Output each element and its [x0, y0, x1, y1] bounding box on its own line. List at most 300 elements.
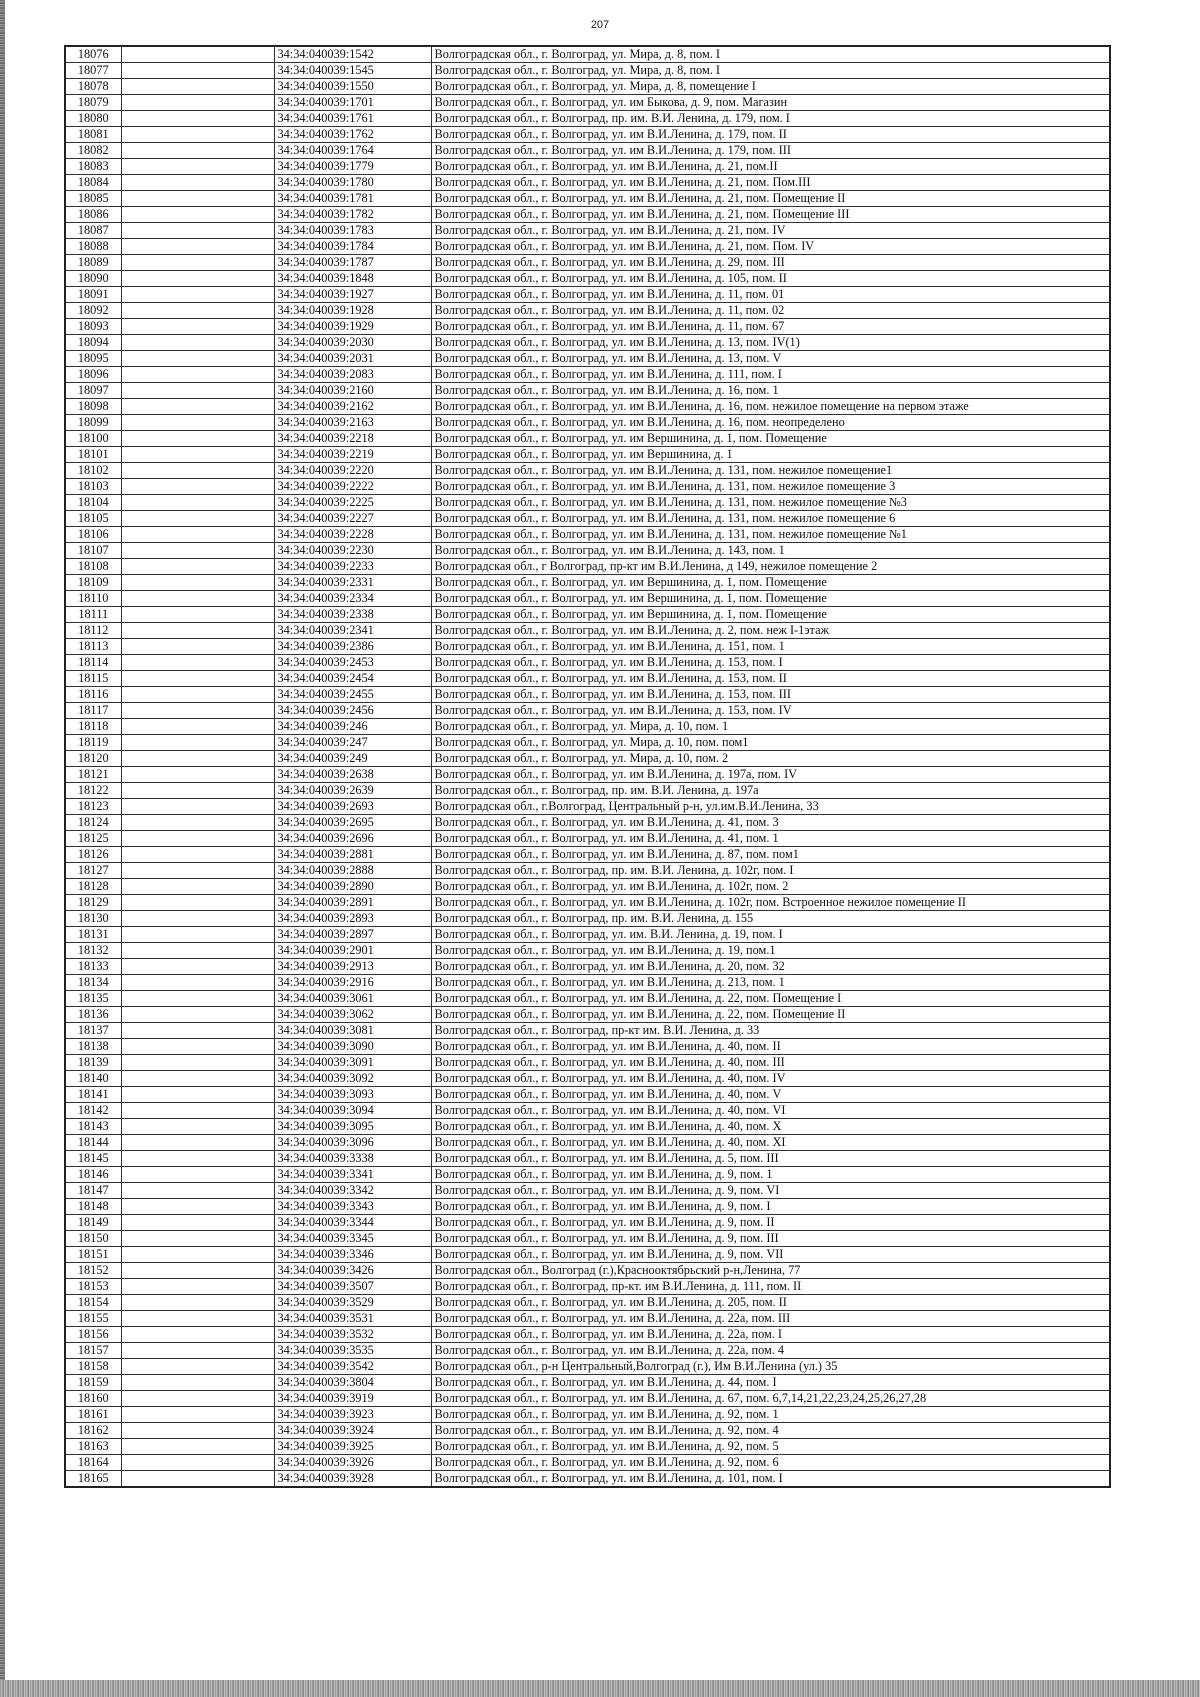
cadastral-number-cell: 34:34:040039:1779: [274, 159, 431, 175]
table-row: [65, 927, 1110, 943]
cadastral-number-cell: 34:34:040039:249: [274, 751, 431, 767]
empty-cell: [121, 527, 274, 543]
address-cell: Волгоградская обл., г. Волгоград, ул. им В.И.Ленина, д. 22а, пом. 4: [431, 1343, 1110, 1359]
empty-cell: [121, 783, 274, 799]
address-cell: Волгоградская обл., г. Волгоград, ул. им В.И.Ленина, д. 29, пом. III: [431, 255, 1110, 271]
table-row: [65, 607, 1110, 623]
address-cell: Волгоградская обл., г. Волгоград, ул. им Вершинина, д. 1, пом. Помещение: [431, 591, 1110, 607]
address-cell: Волгоградская обл., г. Волгоград, пр. им. В.И. Ленина, д. 179, пом. I: [431, 111, 1110, 127]
table-row: [65, 543, 1110, 559]
cadastral-number-cell: 34:34:040039:2331: [274, 575, 431, 591]
table-row: [65, 383, 1110, 399]
empty-cell: [121, 655, 274, 671]
table-row: [65, 975, 1110, 991]
empty-cell: [121, 1199, 274, 1215]
row-number-cell: 18135: [65, 991, 121, 1007]
registry-table: [64, 45, 1111, 1488]
table-row: [65, 895, 1110, 911]
empty-cell: [121, 735, 274, 751]
row-number-cell: 18130: [65, 911, 121, 927]
row-number-cell: 18163: [65, 1439, 121, 1455]
cadastral-number-cell: 34:34:040039:2693: [274, 799, 431, 815]
row-number-cell: 18101: [65, 447, 121, 463]
address-cell: Волгоградская обл., г. Волгоград, ул. им В.И.Ленина, д. 111, пом. I: [431, 367, 1110, 383]
address-cell: Волгоградская обл., г Волгоград, пр-кт им В.И.Ленина, д 149, нежилое помещение 2: [431, 559, 1110, 575]
table-row: [65, 1407, 1110, 1423]
cadastral-number-cell: 34:34:040039:1764: [274, 143, 431, 159]
row-number-cell: 18164: [65, 1455, 121, 1471]
row-number-cell: 18132: [65, 943, 121, 959]
address-cell: Волгоградская обл., г. Волгоград, ул. им Быкова, д. 9, пом. Магазин: [431, 95, 1110, 111]
cadastral-number-cell: 34:34:040039:1929: [274, 319, 431, 335]
table-row: [65, 1295, 1110, 1311]
table-row: [65, 1183, 1110, 1199]
empty-cell: [121, 1343, 274, 1359]
cadastral-number-cell: 34:34:040039:2228: [274, 527, 431, 543]
table-row: [65, 991, 1110, 1007]
empty-cell: [121, 383, 274, 399]
empty-cell: [121, 111, 274, 127]
address-cell: Волгоградская обл., г. Волгоград, ул. им В.И.Ленина, д. 102г, пом. Встроенное нежилое помещение II: [431, 895, 1110, 911]
address-cell: Волгоградская обл., г. Волгоград, ул. им В.И.Ленина, д. 40, пом. V: [431, 1087, 1110, 1103]
cadastral-number-cell: 34:34:040039:2225: [274, 495, 431, 511]
row-number-cell: 18099: [65, 415, 121, 431]
table-row: [65, 1087, 1110, 1103]
address-cell: Волгоградская обл., г. Волгоград, ул. им В.И.Ленина, д. 19, пом.1: [431, 943, 1110, 959]
empty-cell: [121, 911, 274, 927]
table-row: [65, 111, 1110, 127]
row-number-cell: 18084: [65, 175, 121, 191]
cadastral-number-cell: 34:34:040039:3531: [274, 1311, 431, 1327]
empty-cell: [121, 255, 274, 271]
cadastral-number-cell: 34:34:040039:3092: [274, 1071, 431, 1087]
empty-cell: [121, 975, 274, 991]
address-cell: Волгоградская обл., г. Волгоград, ул. им В.И.Ленина, д. 9, пом. II: [431, 1215, 1110, 1231]
address-cell: Волгоградская обл., г. Волгоград, ул. им В.И.Ленина, д. 197а, пом. IV: [431, 767, 1110, 783]
table-row: [65, 495, 1110, 511]
empty-cell: [121, 1231, 274, 1247]
row-number-cell: 18112: [65, 623, 121, 639]
row-number-cell: 18093: [65, 319, 121, 335]
empty-cell: [121, 575, 274, 591]
table-row: [65, 1471, 1110, 1488]
table-row: [65, 1327, 1110, 1343]
address-cell: Волгоградская обл., г. Волгоград, ул. им Вершинина, д. 1: [431, 447, 1110, 463]
empty-cell: [121, 1311, 274, 1327]
empty-cell: [121, 719, 274, 735]
row-number-cell: 18155: [65, 1311, 121, 1327]
cadastral-number-cell: 34:34:040039:3093: [274, 1087, 431, 1103]
scan-edge-left: [0, 0, 5, 1697]
table-row: [65, 1007, 1110, 1023]
address-cell: Волгоградская обл., г. Волгоград, ул. им В.И.Ленина, д. 213, пом. 1: [431, 975, 1110, 991]
cadastral-number-cell: 34:34:040039:2341: [274, 623, 431, 639]
empty-cell: [121, 1055, 274, 1071]
row-number-cell: 18160: [65, 1391, 121, 1407]
table-row: [65, 1055, 1110, 1071]
empty-cell: [121, 543, 274, 559]
row-number-cell: 18138: [65, 1039, 121, 1055]
row-number-cell: 18165: [65, 1471, 121, 1488]
table-row: [65, 847, 1110, 863]
table-row: [65, 255, 1110, 271]
address-cell: Волгоградская обл., г. Волгоград, ул. Мира, д. 8, пом. I: [431, 46, 1110, 63]
address-cell: Волгоградская обл., г. Волгоград, ул. Мира, д. 10, пом. 2: [431, 751, 1110, 767]
empty-cell: [121, 223, 274, 239]
cadastral-number-cell: 34:34:040039:1787: [274, 255, 431, 271]
row-number-cell: 18156: [65, 1327, 121, 1343]
table-row: [65, 879, 1110, 895]
table-row: [65, 703, 1110, 719]
table-row: [65, 527, 1110, 543]
cadastral-number-cell: 34:34:040039:2901: [274, 943, 431, 959]
cadastral-number-cell: 34:34:040039:2893: [274, 911, 431, 927]
row-number-cell: 18104: [65, 495, 121, 511]
row-number-cell: 18088: [65, 239, 121, 255]
table-row: [65, 799, 1110, 815]
row-number-cell: 18109: [65, 575, 121, 591]
address-cell: Волгоградская обл., г. Волгоград, ул. им В.И.Ленина, д. 9, пом. VI: [431, 1183, 1110, 1199]
table-row: [65, 335, 1110, 351]
row-number-cell: 18147: [65, 1183, 121, 1199]
table-row: [65, 1311, 1110, 1327]
cadastral-number-cell: 34:34:040039:1784: [274, 239, 431, 255]
empty-cell: [121, 239, 274, 255]
empty-cell: [121, 319, 274, 335]
cadastral-number-cell: 34:34:040039:3341: [274, 1167, 431, 1183]
row-number-cell: 18128: [65, 879, 121, 895]
cadastral-number-cell: 34:34:040039:3542: [274, 1359, 431, 1375]
row-number-cell: 18120: [65, 751, 121, 767]
row-number-cell: 18116: [65, 687, 121, 703]
address-cell: Волгоградская обл., г.Волгоград, Центральный р-н, ул.им.В.И.Ленина, 33: [431, 799, 1110, 815]
empty-cell: [121, 1375, 274, 1391]
cadastral-number-cell: 34:34:040039:1542: [274, 46, 431, 63]
cadastral-number-cell: 34:34:040039:2334: [274, 591, 431, 607]
cadastral-number-cell: 34:34:040039:3804: [274, 1375, 431, 1391]
row-number-cell: 18077: [65, 63, 121, 79]
row-number-cell: 18087: [65, 223, 121, 239]
table-row: [65, 415, 1110, 431]
cadastral-number-cell: 34:34:040039:3061: [274, 991, 431, 1007]
table-row: [65, 239, 1110, 255]
table-row: [65, 351, 1110, 367]
row-number-cell: 18140: [65, 1071, 121, 1087]
table-row: [65, 463, 1110, 479]
address-cell: Волгоградская обл., г. Волгоград, ул. им В.И.Ленина, д. 153, пом. IV: [431, 703, 1110, 719]
empty-cell: [121, 1263, 274, 1279]
empty-cell: [121, 1279, 274, 1295]
row-number-cell: 18141: [65, 1087, 121, 1103]
row-number-cell: 18085: [65, 191, 121, 207]
empty-cell: [121, 895, 274, 911]
table-row: [65, 207, 1110, 223]
cadastral-number-cell: 34:34:040039:2916: [274, 975, 431, 991]
address-cell: Волгоградская обл., г. Волгоград, ул. им В.И.Ленина, д. 40, пом. VI: [431, 1103, 1110, 1119]
empty-cell: [121, 495, 274, 511]
table-row: [65, 767, 1110, 783]
table-row: [65, 287, 1110, 303]
empty-cell: [121, 1407, 274, 1423]
empty-cell: [121, 623, 274, 639]
row-number-cell: 18118: [65, 719, 121, 735]
address-cell: Волгоградская обл., г. Волгоград, ул. им В.И.Ленина, д. 22а, пом. III: [431, 1311, 1110, 1327]
cadastral-number-cell: 34:34:040039:3344: [274, 1215, 431, 1231]
cadastral-number-cell: 34:34:040039:1928: [274, 303, 431, 319]
empty-cell: [121, 1391, 274, 1407]
address-cell: Волгоградская обл., г. Волгоград, ул. им В.И.Ленина, д. 153, пом. II: [431, 671, 1110, 687]
row-number-cell: 18122: [65, 783, 121, 799]
address-cell: Волгоградская обл., г. Волгоград, ул. им В.И.Ленина, д. 105, пом. II: [431, 271, 1110, 287]
empty-cell: [121, 927, 274, 943]
row-number-cell: 18146: [65, 1167, 121, 1183]
empty-cell: [121, 143, 274, 159]
table-row: [65, 1231, 1110, 1247]
address-cell: Волгоградская обл., г. Волгоград, ул. им В.И.Ленина, д. 21, пом. Помещение II: [431, 191, 1110, 207]
table-row: [65, 1263, 1110, 1279]
row-number-cell: 18111: [65, 607, 121, 623]
address-cell: Волгоградская обл., г. Волгоград, ул. им В.И.Ленина, д. 40, пом. III: [431, 1055, 1110, 1071]
cadastral-number-cell: 34:34:040039:3919: [274, 1391, 431, 1407]
address-cell: Волгоградская обл., г. Волгоград, ул. им В.И.Ленина, д. 87, пом. пом1: [431, 847, 1110, 863]
cadastral-number-cell: 34:34:040039:2638: [274, 767, 431, 783]
page-number: 207: [590, 19, 610, 31]
row-number-cell: 18100: [65, 431, 121, 447]
row-number-cell: 18133: [65, 959, 121, 975]
empty-cell: [121, 1151, 274, 1167]
cadastral-number-cell: 34:34:040039:2218: [274, 431, 431, 447]
empty-cell: [121, 415, 274, 431]
address-cell: Волгоградская обл., г. Волгоград, ул. им В.И.Ленина, д. 9, пом. I: [431, 1199, 1110, 1215]
table-row: [65, 1215, 1110, 1231]
address-cell: Волгоградская обл., г. Волгоград, пр. им. В.И. Ленина, д. 102г, пом. I: [431, 863, 1110, 879]
cadastral-number-cell: 34:34:040039:2222: [274, 479, 431, 495]
address-cell: Волгоградская обл., г. Волгоград, ул. им В.И.Ленина, д. 11, пом. 67: [431, 319, 1110, 335]
cadastral-number-cell: 34:34:040039:3343: [274, 1199, 431, 1215]
table-row: [65, 1071, 1110, 1087]
row-number-cell: 18098: [65, 399, 121, 415]
table-row: [65, 863, 1110, 879]
address-cell: Волгоградская обл., г. Волгоград, ул. им В.И.Ленина, д. 131, пом. нежилое помещение №1: [431, 527, 1110, 543]
empty-cell: [121, 1471, 274, 1488]
address-cell: Волгоградская обл., г. Волгоград, ул. им В.И.Ленина, д. 41, пом. 1: [431, 831, 1110, 847]
address-cell: Волгоградская обл., г. Волгоград, ул. им В.И.Ленина, д. 13, пом. IV(1): [431, 335, 1110, 351]
empty-cell: [121, 1439, 274, 1455]
empty-cell: [121, 671, 274, 687]
table-row: [65, 223, 1110, 239]
cadastral-number-cell: 34:34:040039:2220: [274, 463, 431, 479]
empty-cell: [121, 287, 274, 303]
cadastral-number-cell: 34:34:040039:2455: [274, 687, 431, 703]
cadastral-number-cell: 34:34:040039:3081: [274, 1023, 431, 1039]
address-cell: Волгоградская обл., г. Волгоград, ул. им В.И.Ленина, д. 22а, пом. I: [431, 1327, 1110, 1343]
row-number-cell: 18121: [65, 767, 121, 783]
empty-cell: [121, 351, 274, 367]
row-number-cell: 18123: [65, 799, 121, 815]
address-cell: Волгоградская обл., г. Волгоград, ул. им В.И.Ленина, д. 2, пом. неж I-1этаж: [431, 623, 1110, 639]
table-row: [65, 319, 1110, 335]
row-number-cell: 18117: [65, 703, 121, 719]
empty-cell: [121, 751, 274, 767]
empty-cell: [121, 1247, 274, 1263]
address-cell: Волгоградская обл., г. Волгоград, ул. им В.И.Ленина, д. 131, пом. нежилое помещение №3: [431, 495, 1110, 511]
empty-cell: [121, 1023, 274, 1039]
table-row: [65, 271, 1110, 287]
address-cell: Волгоградская обл., г. Волгоград, ул. им В.И.Ленина, д. 9, пом. III: [431, 1231, 1110, 1247]
address-cell: Волгоградская обл., г. Волгоград, ул. Мира, д. 10, пом. пом1: [431, 735, 1110, 751]
address-cell: Волгоградская обл., г. Волгоград, пр. им. В.И. Ленина, д. 197а: [431, 783, 1110, 799]
empty-cell: [121, 303, 274, 319]
row-number-cell: 18108: [65, 559, 121, 575]
row-number-cell: 18083: [65, 159, 121, 175]
table-row: [65, 655, 1110, 671]
row-number-cell: 18145: [65, 1151, 121, 1167]
row-number-cell: 18162: [65, 1423, 121, 1439]
table-row: [65, 735, 1110, 751]
row-number-cell: 18126: [65, 847, 121, 863]
empty-cell: [121, 863, 274, 879]
row-number-cell: 18114: [65, 655, 121, 671]
table-row: [65, 447, 1110, 463]
table-row: [65, 559, 1110, 575]
row-number-cell: 18144: [65, 1135, 121, 1151]
table-row: [65, 175, 1110, 191]
empty-cell: [121, 511, 274, 527]
table-row: [65, 959, 1110, 975]
row-number-cell: 18086: [65, 207, 121, 223]
address-cell: Волгоградская обл., г. Волгоград, ул. им В.И.Ленина, д. 20, пом. 32: [431, 959, 1110, 975]
cadastral-number-cell: 34:34:040039:3535: [274, 1343, 431, 1359]
address-cell: Волгоградская обл., г. Волгоград, ул. им Вершинина, д. 1, пом. Помещение: [431, 431, 1110, 447]
cadastral-number-cell: 34:34:040039:2888: [274, 863, 431, 879]
empty-cell: [121, 607, 274, 623]
cadastral-number-cell: 34:34:040039:2891: [274, 895, 431, 911]
empty-cell: [121, 367, 274, 383]
row-number-cell: 18148: [65, 1199, 121, 1215]
table-row: [65, 1119, 1110, 1135]
table-row: [65, 1439, 1110, 1455]
address-cell: Волгоградская обл., г. Волгоград, ул. им В.И.Ленина, д. 67, пом. 6,7,14,21,22,23,24,25,26,27,28: [431, 1391, 1110, 1407]
table-row: [65, 399, 1110, 415]
table-row: [65, 1167, 1110, 1183]
address-cell: Волгоградская обл., г. Волгоград, ул. им В.И.Ленина, д. 143, пом. 1: [431, 543, 1110, 559]
table-row: [65, 815, 1110, 831]
cadastral-number-cell: 34:34:040039:1848: [274, 271, 431, 287]
empty-cell: [121, 207, 274, 223]
cadastral-number-cell: 34:34:040039:2233: [274, 559, 431, 575]
cadastral-number-cell: 34:34:040039:2163: [274, 415, 431, 431]
address-cell: Волгоградская обл., г. Волгоград, ул. им В.И.Ленина, д. 92, пом. 5: [431, 1439, 1110, 1455]
empty-cell: [121, 79, 274, 95]
empty-cell: [121, 639, 274, 655]
cadastral-number-cell: 34:34:040039:2227: [274, 511, 431, 527]
address-cell: Волгоградская обл., г. Волгоград, ул. им В.И.Ленина, д. 16, пом. нежилое помещение на первом этаже: [431, 399, 1110, 415]
table-row: [65, 79, 1110, 95]
cadastral-number-cell: 34:34:040039:1780: [274, 175, 431, 191]
table-row: [65, 191, 1110, 207]
cadastral-number-cell: 34:34:040039:2083: [274, 367, 431, 383]
empty-cell: [121, 271, 274, 287]
table-row: [65, 1023, 1110, 1039]
empty-cell: [121, 1103, 274, 1119]
row-number-cell: 18096: [65, 367, 121, 383]
row-number-cell: 18103: [65, 479, 121, 495]
cadastral-number-cell: 34:34:040039:1550: [274, 79, 431, 95]
address-cell: Волгоградская обл., г. Волгоград, ул. им В.И.Ленина, д. 205, пом. II: [431, 1295, 1110, 1311]
row-number-cell: 18107: [65, 543, 121, 559]
address-cell: Волгоградская обл., г. Волгоград, ул. им В.И.Ленина, д. 21, пом. Помещение III: [431, 207, 1110, 223]
address-cell: Волгоградская обл., г. Волгоград, ул. им В.И.Ленина, д. 101, пом. I: [431, 1471, 1110, 1488]
address-cell: Волгоградская обл., г. Волгоград, ул. им В.И.Ленина, д. 9, пом. VII: [431, 1247, 1110, 1263]
cadastral-number-cell: 34:34:040039:1545: [274, 63, 431, 79]
empty-cell: [121, 1135, 274, 1151]
empty-cell: [121, 1183, 274, 1199]
row-number-cell: 18097: [65, 383, 121, 399]
cadastral-number-cell: 34:34:040039:3062: [274, 1007, 431, 1023]
empty-cell: [121, 335, 274, 351]
table-row: [65, 1199, 1110, 1215]
scan-edge-bottom: [0, 1680, 1200, 1697]
table-body: [65, 46, 1110, 1487]
table-row: [65, 431, 1110, 447]
empty-cell: [121, 447, 274, 463]
empty-cell: [121, 559, 274, 575]
empty-cell: [121, 1295, 274, 1311]
cadastral-number-cell: 34:34:040039:1781: [274, 191, 431, 207]
empty-cell: [121, 159, 274, 175]
empty-cell: [121, 95, 274, 111]
row-number-cell: 18115: [65, 671, 121, 687]
table-row: [65, 1423, 1110, 1439]
table-row: [65, 159, 1110, 175]
address-cell: Волгоградская обл., г. Волгоград, ул. им В.И.Ленина, д. 131, пом. нежилое помещение1: [431, 463, 1110, 479]
address-cell: Волгоградская обл., р-н Центральный,Волгоград (г.), Им В.И.Ленина (ул.) 35: [431, 1359, 1110, 1375]
address-cell: Волгоградская обл., г. Волгоград, ул. им В.И.Ленина, д. 22, пом. Помещение II: [431, 1007, 1110, 1023]
cadastral-number-cell: 34:34:040039:3095: [274, 1119, 431, 1135]
row-number-cell: 18102: [65, 463, 121, 479]
row-number-cell: 18150: [65, 1231, 121, 1247]
row-number-cell: 18106: [65, 527, 121, 543]
row-number-cell: 18153: [65, 1279, 121, 1295]
row-number-cell: 18159: [65, 1375, 121, 1391]
row-number-cell: 18105: [65, 511, 121, 527]
address-cell: Волгоградская обл., г. Волгоград, ул. им В.И.Ленина, д. 131, пом. нежилое помещение 3: [431, 479, 1110, 495]
cadastral-number-cell: 34:34:040039:3923: [274, 1407, 431, 1423]
cadastral-number-cell: 34:34:040039:3346: [274, 1247, 431, 1263]
cadastral-number-cell: 34:34:040039:3507: [274, 1279, 431, 1295]
table-row: [65, 143, 1110, 159]
address-cell: Волгоградская обл., г. Волгоград, ул. им В.И.Ленина, д. 179, пом. III: [431, 143, 1110, 159]
row-number-cell: 18131: [65, 927, 121, 943]
row-number-cell: 18119: [65, 735, 121, 751]
row-number-cell: 18079: [65, 95, 121, 111]
row-number-cell: 18158: [65, 1359, 121, 1375]
row-number-cell: 18094: [65, 335, 121, 351]
row-number-cell: 18161: [65, 1407, 121, 1423]
empty-cell: [121, 1359, 274, 1375]
address-cell: Волгоградская обл., г. Волгоград, ул. им В.И.Ленина, д. 40, пом. XI: [431, 1135, 1110, 1151]
address-cell: Волгоградская обл., г. Волгоград, ул. им В.И.Ленина, д. 11, пом. 02: [431, 303, 1110, 319]
row-number-cell: 18078: [65, 79, 121, 95]
cadastral-number-cell: 34:34:040039:3342: [274, 1183, 431, 1199]
cadastral-number-cell: 34:34:040039:2160: [274, 383, 431, 399]
table-row: [65, 1279, 1110, 1295]
empty-cell: [121, 175, 274, 191]
address-cell: Волгоградская обл., Волгоград (г.),Краснооктябрьский р-н,Ленина, 77: [431, 1263, 1110, 1279]
empty-cell: [121, 399, 274, 415]
address-cell: Волгоградская обл., г. Волгоград, ул. им В.И.Ленина, д. 44, пом. I: [431, 1375, 1110, 1391]
table-row: [65, 1375, 1110, 1391]
